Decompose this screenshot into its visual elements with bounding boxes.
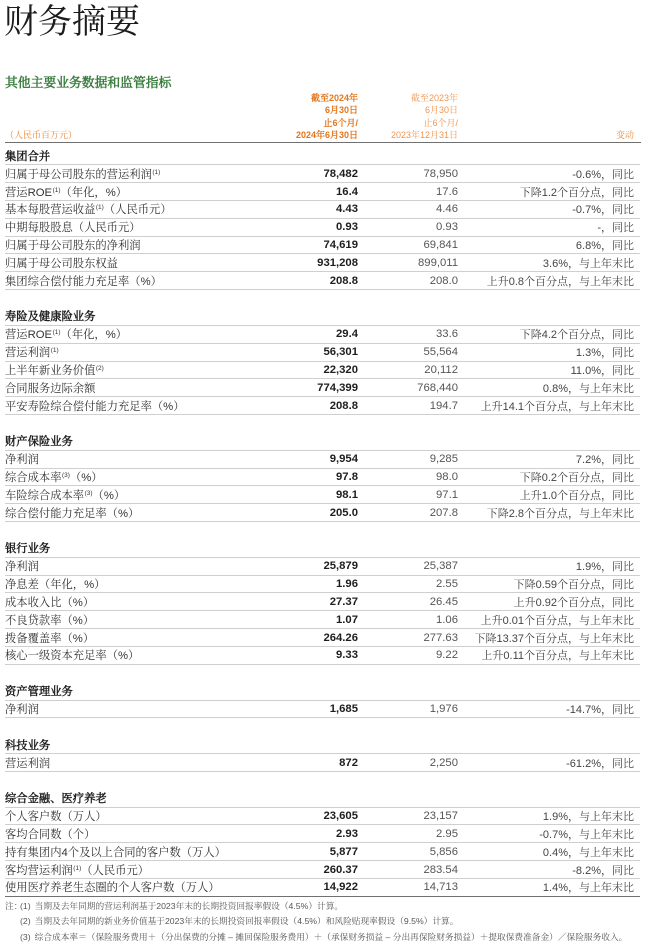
header-current-line: 止6个月/ (323, 117, 358, 128)
value-prior-period: 9,285 (429, 453, 458, 466)
label-text: （%） (106, 650, 140, 663)
value-change: 上升1.0个百分点，同比 (519, 489, 634, 502)
table-row (5, 201, 640, 219)
value-current-period: 9,954 (329, 453, 358, 466)
table-row (5, 879, 640, 897)
glossary-link[interactable]: 净息差 (5, 579, 39, 592)
table-row (5, 397, 640, 415)
row-label (5, 505, 290, 521)
section-spacer (5, 665, 640, 683)
table-row (5, 629, 640, 647)
header-prior-period (391, 92, 458, 141)
value-current-period: 74,619 (323, 239, 358, 252)
label-text: （人民币元） (103, 204, 172, 217)
label-text: （%） (61, 614, 95, 627)
header-prior-line: 2023年12月31日 (390, 129, 458, 140)
table-row (5, 647, 640, 665)
label-text: 客均营运利润 (5, 864, 73, 877)
label-text: 合同服务边际余额 (5, 382, 96, 395)
section-spacer (5, 290, 640, 308)
label-text: 成本收入比（%） (5, 596, 95, 609)
unit-label: （人民币百万元） (5, 129, 78, 140)
label-text: （%） (61, 632, 95, 645)
row-label (5, 237, 290, 253)
value-current-period: 16.4 (336, 185, 358, 198)
group-heading: 科技业务 (5, 739, 51, 752)
value-current-period: 264.26 (323, 631, 358, 644)
value-change: 上升0.01个百分点，与上年末比 (480, 614, 634, 627)
value-change: 下降1.2个百分点，同比 (519, 186, 634, 199)
group-heading-row (5, 433, 640, 451)
value-prior-period: 0.93 (436, 221, 458, 234)
label-text: 净利润 (5, 561, 39, 574)
value-change: 下降0.59个百分点，同比 (513, 579, 634, 592)
value-change: 1.9%，与上年末比 (542, 811, 634, 824)
table-row (5, 272, 640, 290)
value-prior-period: 899,011 (418, 256, 458, 269)
value-change: -0.7%，与上年末比 (539, 828, 634, 841)
label-text: 集团综合偿付能力充足率（%） (5, 275, 162, 288)
group-heading-row (5, 308, 640, 326)
row-label (5, 487, 290, 503)
row-label (5, 166, 290, 182)
label-text: （%） (92, 489, 126, 502)
row-label (5, 576, 290, 592)
value-prior-period: 17.6 (436, 185, 458, 198)
section-spacer (5, 772, 640, 790)
table-row (5, 843, 640, 861)
section-title: 其他主要业务数据和监管指标 (5, 75, 172, 90)
label-text: 营运ROE (5, 329, 53, 342)
value-prior-period: 25,387 (423, 560, 458, 573)
value-current-period: 1.07 (336, 613, 358, 626)
row-label (5, 469, 290, 485)
value-current-period: 29.4 (336, 328, 358, 341)
table-row (5, 486, 640, 504)
table-row (5, 219, 640, 237)
value-change: 上升0.92个百分点，同比 (513, 596, 634, 609)
label-text: 营运利润 (5, 757, 51, 770)
header-prior-line: 止6个月/ (423, 117, 458, 128)
label-text: 个人客户数（万人） (5, 811, 107, 824)
footnote-text: 当期及去年同期的新业务价值基于2023年末的长期投资回报率假设（4.5%）和风险贴现率假设（9.5%）计算。 (34, 916, 459, 926)
footnote-marker: (3) (84, 489, 93, 497)
footnote-marker: (1) (52, 186, 61, 194)
value-current-period: 208.8 (329, 399, 358, 412)
row-label (5, 558, 290, 574)
label-text: （年化，%） (60, 186, 128, 199)
table-row (5, 754, 640, 772)
value-current-period: 14,922 (323, 881, 358, 894)
label-text: 持有集团内4个及以上合同的客户数（万人） (5, 846, 226, 859)
value-prior-period: 277.63 (423, 631, 458, 644)
value-prior-period: 23,157 (423, 810, 458, 823)
label-text: 净利润 (5, 703, 39, 716)
value-current-period: 27.37 (329, 595, 358, 608)
value-change: -0.7%，同比 (572, 204, 634, 217)
label-text: （人民币元） (81, 864, 150, 877)
table-row (5, 593, 640, 611)
value-prior-period: 2,250 (429, 756, 458, 769)
label-text: 基本每股营运收益 (5, 204, 96, 217)
glossary-link[interactable]: 拨备覆盖率 (5, 632, 62, 645)
value-current-period: 78,482 (323, 167, 358, 180)
group-heading-row (5, 540, 640, 558)
group-heading: 寿险及健康险业务 (5, 311, 96, 324)
value-change: 下降4.2个百分点，同比 (519, 329, 634, 342)
value-current-period: 97.8 (336, 471, 358, 483)
value-prior-period: 14,713 (423, 881, 458, 894)
value-prior-period: 768,440 (417, 381, 458, 394)
value-current-period: 98.1 (336, 488, 358, 501)
table-row (5, 183, 640, 201)
value-change: 下降2.8个百分点，与上年末比 (486, 507, 634, 520)
footnote-text: 当期及去年同期的营运利润基于2023年末的长期投资回报率假设（4.5%）计算。 (34, 900, 344, 911)
page-title: 财务摘要 (4, 3, 140, 41)
footnote-text: 综合成本率＝（保险服务费用＋（分出保费的分摊 – 摊回保险服务费用）＋（承保财务损益 – 分出再保险财务损益）＋提取保费准备金）／保险服务收入。 (34, 931, 628, 942)
value-prior-period: 26.45 (429, 595, 458, 608)
group-heading: 集团合并 (5, 150, 51, 163)
table-row (5, 379, 640, 397)
row-label (5, 826, 290, 842)
group-heading-row (5, 790, 640, 808)
section-spacer (5, 718, 640, 736)
glossary-link[interactable]: 不良贷款率 (5, 614, 62, 627)
label-text: 综合偿付能力充足率（%） (5, 507, 140, 520)
footnote-prefix: 注： (5, 900, 23, 911)
value-current-period: 23,605 (323, 810, 358, 823)
value-prior-period: 283.54 (423, 863, 458, 876)
value-current-period: 260.37 (323, 863, 358, 876)
value-change: 3.6%，与上年末比 (542, 257, 634, 270)
value-current-period: 22,320 (323, 363, 358, 376)
value-current-period: 931,208 (317, 256, 358, 269)
row-label (5, 201, 290, 217)
row-label (5, 647, 290, 663)
label-text: 归属于母公司股东的净利润 (5, 240, 141, 253)
row-label (5, 398, 290, 414)
label-text: 综合偿付能力充足率（%） (50, 400, 185, 413)
value-change: 上升0.8个百分点，与上年末比 (486, 275, 634, 288)
header-change: 变动 (615, 129, 634, 140)
footnote-number: (1) (20, 900, 31, 911)
footnote-number: (2) (20, 916, 31, 926)
value-current-period: 205.0 (329, 506, 358, 519)
value-current-period: 1,685 (329, 702, 358, 715)
label-text: 上半年新业务价值 (5, 364, 96, 377)
value-prior-period: 4.46 (436, 203, 458, 216)
footnote-marker: (1) (52, 329, 61, 337)
label-text: （年化，%） (38, 579, 106, 592)
value-prior-period: 5,856 (429, 845, 458, 858)
value-change: -0.6%，同比 (572, 168, 634, 181)
header-current-line: 6月30日 (324, 105, 358, 116)
table-row (5, 611, 640, 629)
value-current-period: 9.33 (336, 649, 358, 662)
header-prior-line: 6月30日 (424, 105, 458, 116)
table-row (5, 861, 640, 879)
footnote-marker: (2) (95, 364, 104, 372)
row-label (5, 612, 290, 628)
value-prior-period: 1.06 (436, 613, 458, 626)
table-row (5, 451, 640, 469)
footnote (5, 914, 645, 930)
row-label (5, 844, 290, 860)
header-current-period (296, 92, 358, 141)
footnote-marker: (1) (50, 347, 59, 355)
value-prior-period: 208.0 (429, 274, 458, 287)
row-label (5, 630, 290, 646)
label-text: 客均合同数（个） (5, 828, 96, 841)
row-label (5, 755, 290, 771)
footnotes (5, 899, 645, 946)
value-change: 0.4%，与上年末比 (542, 846, 634, 859)
group-heading-row (5, 736, 640, 754)
glossary-link[interactable]: 平安寿险 (5, 400, 51, 413)
row-label (5, 862, 290, 878)
label-text: 归属于母公司股东的营运利润 (5, 168, 152, 181)
value-change: 下降0.2个百分点，同比 (519, 472, 634, 484)
data-table (5, 147, 640, 896)
value-current-period: 0.93 (336, 221, 358, 234)
footnote-number: (3) (20, 931, 31, 942)
header-prior-line: 截至2023年 (410, 93, 458, 103)
value-prior-period: 78,950 (423, 167, 458, 180)
table-row (5, 576, 640, 594)
value-prior-period: 69,841 (423, 239, 458, 252)
table-row (5, 165, 640, 183)
footnote-marker: (1) (95, 204, 104, 212)
label-text: 归属于母公司股东权益 (5, 257, 118, 270)
header-current-line: 2024年6月30日 (295, 129, 358, 140)
footnote (5, 899, 645, 915)
table-row (5, 254, 640, 272)
value-change: 1.9%，同比 (575, 561, 634, 574)
label-text: 中期每股股息（人民币元） (5, 222, 141, 235)
value-current-period: 774,399 (317, 381, 358, 394)
table-row (5, 237, 640, 255)
label-text: （年化，%） (60, 329, 128, 342)
value-prior-period: 20,112 (424, 363, 458, 376)
glossary-link[interactable]: 综合成本率 (5, 472, 62, 484)
section-spacer (5, 522, 640, 540)
group-heading: 综合金融、医疗养老 (5, 793, 107, 806)
value-change: 7.2%，同比 (575, 454, 634, 467)
row-label (5, 362, 290, 378)
group-heading: 财产保险业务 (5, 436, 73, 449)
value-prior-period: 97.1 (436, 488, 458, 501)
section-spacer (5, 415, 640, 433)
row-label (5, 451, 290, 467)
row-label (5, 594, 290, 610)
row-label (5, 701, 290, 717)
value-current-period: 2.93 (336, 827, 358, 840)
footnote-marker: (1) (73, 864, 82, 872)
value-change: 11.0%，同比 (570, 364, 634, 377)
group-heading: 资产管理业务 (5, 686, 73, 699)
label-text: 车险综合成本率 (5, 489, 85, 502)
value-change: 下降13.37个百分点，与上年末比 (474, 632, 634, 645)
value-prior-period: 1,976 (429, 702, 458, 715)
header-current-line: 截至2024年 (310, 93, 358, 103)
table-row (5, 808, 640, 826)
footnote-marker: (1) (152, 168, 161, 176)
value-change: 6.8%，同比 (575, 240, 634, 253)
row-label (5, 879, 290, 895)
value-prior-period: 9.22 (436, 649, 458, 662)
value-prior-period: 207.8 (429, 506, 458, 519)
footnote-marker: (3) (62, 472, 70, 479)
value-current-period: 4.43 (336, 203, 358, 216)
value-change: -8.2%，同比 (572, 864, 634, 877)
table-row (5, 825, 640, 843)
value-prior-period: 194.7 (429, 399, 458, 412)
value-prior-period: 33.6 (436, 328, 458, 341)
value-prior-period: 2.55 (436, 578, 458, 591)
table-row (5, 504, 640, 522)
label-text: 使用医疗养老生态圈的个人客户数（万人） (5, 882, 220, 895)
row-label (5, 344, 290, 360)
label-text: 营运ROE (5, 186, 53, 199)
label-text: 净利润 (5, 454, 39, 467)
table-row (5, 469, 640, 487)
value-current-period: 1.96 (336, 578, 358, 591)
row-label (5, 808, 290, 824)
value-change: -，同比 (597, 222, 634, 235)
table-row (5, 362, 640, 380)
value-prior-period: 2.95 (436, 827, 458, 840)
value-current-period: 872 (339, 756, 358, 769)
table-row (5, 326, 640, 344)
table-row (5, 558, 640, 576)
value-current-period: 5,877 (329, 845, 358, 858)
value-current-period: 25,879 (323, 560, 358, 573)
value-prior-period: 55,564 (423, 346, 458, 359)
row-label (5, 255, 290, 271)
label-text: （%） (69, 472, 103, 484)
value-change: 1.3%，同比 (575, 347, 634, 360)
value-change: 上升0.11个百分点，与上年末比 (481, 650, 634, 663)
value-change: 1.4%，与上年末比 (542, 882, 634, 895)
group-heading-row (5, 683, 640, 701)
value-change: 0.8%，与上年末比 (542, 382, 634, 395)
row-label (5, 219, 290, 235)
group-heading: 银行业务 (5, 543, 51, 556)
row-label (5, 326, 290, 342)
table-row (5, 344, 640, 362)
footnote (5, 930, 645, 946)
row-label (5, 380, 290, 396)
value-change: 上升14.1个百分点，与上年末比 (480, 400, 634, 413)
row-label (5, 273, 290, 289)
header-divider (5, 142, 641, 143)
value-prior-period: 98.0 (436, 471, 458, 483)
value-change: -61.2%，同比 (566, 757, 634, 770)
label-text: 营运利润 (5, 347, 51, 360)
value-current-period: 208.8 (329, 274, 358, 287)
glossary-link[interactable]: 资本充足率 (50, 650, 107, 663)
row-label (5, 184, 290, 200)
label-text: 核心一级 (5, 650, 51, 663)
value-change: -14.7%，同比 (566, 703, 634, 716)
table-row (5, 701, 640, 719)
group-heading-row (5, 147, 640, 165)
value-current-period: 56,301 (323, 346, 358, 359)
